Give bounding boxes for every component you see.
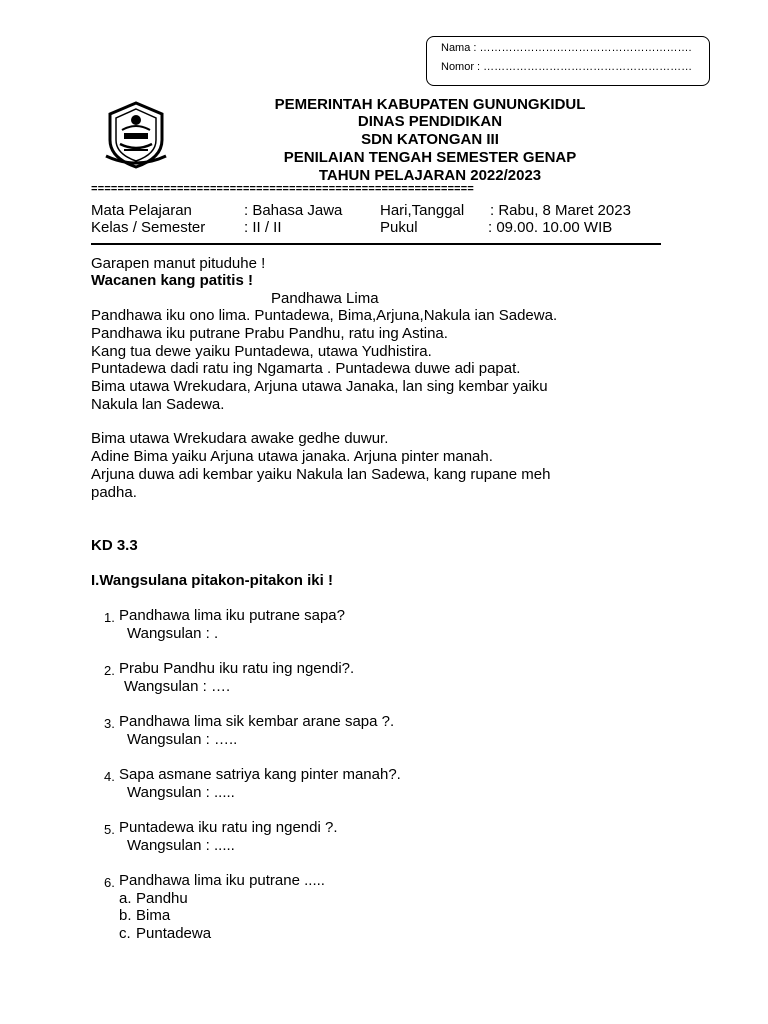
- question-text: Prabu Pandhu iku ratu ing ngendi?.: [119, 660, 355, 677]
- question-number: 4.: [104, 769, 115, 784]
- option-b[interactable]: Bima: [136, 907, 171, 924]
- day-date-label: Hari,Tanggal: [380, 202, 465, 219]
- story-line: padha.: [91, 484, 137, 501]
- time-value: : 09.00. 10.00 WIB: [488, 219, 613, 236]
- option-letter: c.: [119, 925, 131, 942]
- header-line-4: PENILAIAN TENGAH SEMESTER GENAP: [283, 149, 577, 166]
- story-line: Pandhawa iku putrane Prabu Pandhu, ratu ing Astina.: [91, 325, 448, 342]
- class-semester-label: Kelas / Semester: [91, 219, 206, 236]
- question-text: Sapa asmane satriya kang pinter manah?.: [119, 766, 401, 783]
- question-text: Puntadewa iku ratu ing ngendi ?.: [119, 819, 338, 836]
- subject-value: : Bahasa Jawa: [244, 202, 343, 219]
- option-letter: b.: [119, 907, 132, 924]
- class-semester-value: : II / II: [244, 219, 282, 236]
- question-number: 6.: [104, 875, 115, 890]
- header-line-3: SDN KATONGAN III: [361, 131, 499, 148]
- kd-heading: KD 3.3: [91, 537, 138, 554]
- header-line-5: TAHUN PELAJARAN 2022/2023: [318, 167, 542, 184]
- answer-field[interactable]: Wangsulan : …..: [127, 731, 238, 748]
- regency-emblem-icon: [104, 100, 168, 170]
- subject-label: Mata Pelajaran: [91, 202, 192, 219]
- number-field[interactable]: Nomor : …………………………………………………: [441, 61, 693, 73]
- header-separator: ==========================================================: [91, 184, 474, 196]
- story-line: Arjuna duwa adi kembar yaiku Nakula lan Sadewa, kang rupane meh: [91, 466, 551, 483]
- answer-field[interactable]: Wangsulan : .....: [127, 784, 235, 801]
- story-line: Bima utawa Wrekudara awake gedhe duwur.: [91, 430, 389, 447]
- question-text: Pandhawa lima iku putrane .....: [119, 872, 325, 889]
- story-line: Nakula lan Sadewa.: [91, 396, 225, 413]
- option-a[interactable]: Pandhu: [136, 890, 188, 907]
- name-field[interactable]: Nama : ………………………………………………….: [441, 42, 692, 54]
- story-line: Puntadewa dadi ratu ing Ngamarta . Puntadewa duwe adi papat.: [91, 360, 521, 377]
- story-line: Kang tua dewe yaiku Puntadewa, utawa Yudhistira.: [91, 343, 432, 360]
- answer-field[interactable]: Wangsulan : ….: [124, 678, 231, 695]
- question-number: 2.: [104, 663, 115, 678]
- answer-field[interactable]: Wangsulan : .....: [127, 837, 235, 854]
- question-text: Pandhawa lima sik kembar arane sapa ?.: [119, 713, 395, 730]
- option-letter: a.: [119, 890, 132, 907]
- instruction-text: Garapen manut pituduhe !: [91, 255, 266, 272]
- story-line: Pandhawa iku ono lima. Puntadewa, Bima,Arjuna,Nakula ian Sadewa.: [91, 307, 558, 324]
- question-text: Pandhawa lima iku putrane sapa?: [119, 607, 345, 624]
- question-number: 5.: [104, 822, 115, 837]
- day-date-value: : Rabu, 8 Maret 2023: [490, 202, 631, 219]
- answer-field[interactable]: Wangsulan : .: [127, 625, 219, 642]
- reading-instruction: Wacanen kang patitis !: [91, 272, 253, 289]
- section-instruction: I.Wangsulana pitakon-pitakon iki !: [91, 572, 333, 589]
- question-number: 3.: [104, 716, 115, 731]
- identity-box: [426, 36, 710, 86]
- header-rule: [91, 243, 661, 245]
- option-c[interactable]: Puntadewa: [136, 925, 212, 942]
- story-line: Bima utawa Wrekudara, Arjuna utawa Janaka, lan sing kembar yaiku: [91, 378, 548, 395]
- question-number: 1.: [104, 610, 115, 625]
- story-title: Pandhawa Lima: [271, 290, 379, 307]
- header-line-2: DINAS PENDIDIKAN: [357, 113, 503, 130]
- time-label: Pukul: [380, 219, 418, 236]
- header-line-1: PEMERINTAH KABUPATEN GUNUNGKIDUL: [274, 96, 586, 113]
- story-line: Adine Bima yaiku Arjuna utawa janaka. Arjuna pinter manah.: [91, 448, 493, 465]
